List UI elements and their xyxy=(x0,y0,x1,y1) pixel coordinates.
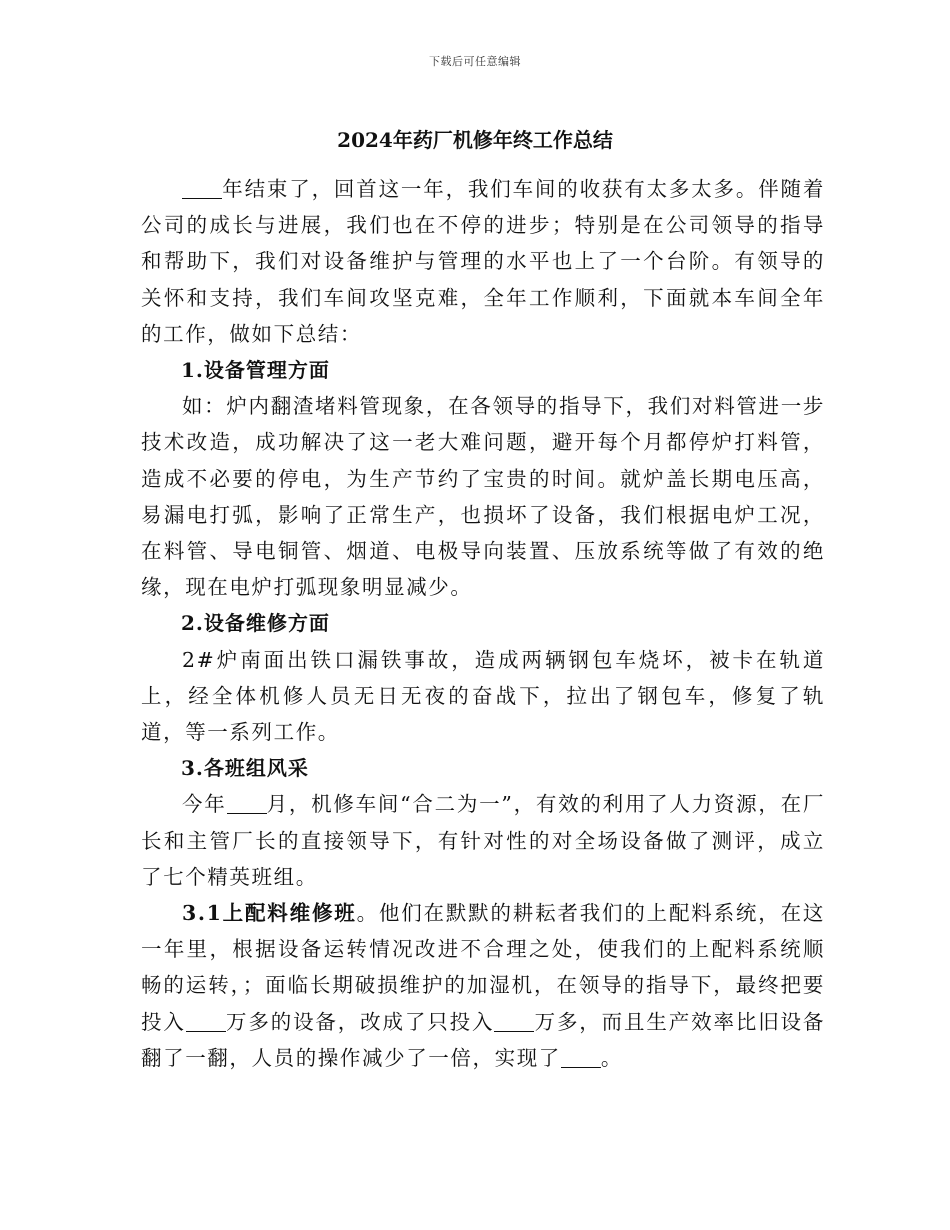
fill-blank xyxy=(186,1010,226,1032)
section-body-3: 今年 月，机修车间“合二为一”，有效的利用了人力资源，在厂长和主管厂长的直接领导下，有针对性的对全场设备做了测评，成立了七个精英班组。 xyxy=(141,792,826,889)
fill-blank xyxy=(494,1010,534,1032)
fill-blank xyxy=(561,1046,601,1068)
section-heading-3: 3.各班组风采 xyxy=(181,756,309,781)
section-body-1: 如：炉内翻渣堵料管现象，在各领导的指导下，我们对料管进一步技术改造，成功解决了这一老大难问题，避开每个月都停炉打料管，造成不必要的停电，为生产节约了宝贵的时间。就炉盖长期电压高，易漏电打弧，影响了正常生产，也损坏了设备，我们根据电炉工况，在料管、导电铜管、烟道、电极导向装置、压放系统等做了有效的绝缘，现在电炉打弧现象明显减少。 xyxy=(141,394,825,600)
subsection-label-3-1: 3.1上配料维修班 xyxy=(182,901,357,926)
section-body-3-1: 3.1上配料维修班。他们在默默的耕耘者我们的上配料系统，在这一年里，根据设备运转情况改进不合理之处，使我们的上配料系统顺畅的运转，；面临长期破损维护的加湿机，在领导的指导下，最终把要投入 万多的设备，改成了只投入 万多，而且生产效率比旧设备翻了一翻，人员的操作减少了一倍，实现了 。 xyxy=(141,901,826,1070)
header-note: 下载后可任意编辑 xyxy=(429,55,521,68)
section-body-2: 2#炉南面出铁口漏铁事故，造成两辆钢包车烧坏，被卡在轨道上，经全体机修人员无日无夜的奋战下，拉出了钢包车，修复了轨道，等一系列工作。 xyxy=(141,647,825,745)
fill-blank xyxy=(182,178,222,200)
section-heading-1: 1.设备管理方面 xyxy=(181,358,330,383)
document-body xyxy=(141,171,825,1076)
section-heading-2: 2.设备维修方面 xyxy=(181,611,330,636)
fill-blank xyxy=(227,793,267,815)
intro-paragraph: 年结束了，回首这一年，我们车间的收获有太多太多。伴随着公司的成长与进展，我们也在不停的进步；特别是在公司领导的指导和帮助下，我们对设备维护与管理的水平也上了一个台阶。有领导的关怀和支持，我们车间攻坚克难，全年工作顺利，下面就本车间全年的工作，做如下总结： xyxy=(141,177,825,346)
page-title: 2024年药厂机修年终工作总结 xyxy=(337,128,613,152)
